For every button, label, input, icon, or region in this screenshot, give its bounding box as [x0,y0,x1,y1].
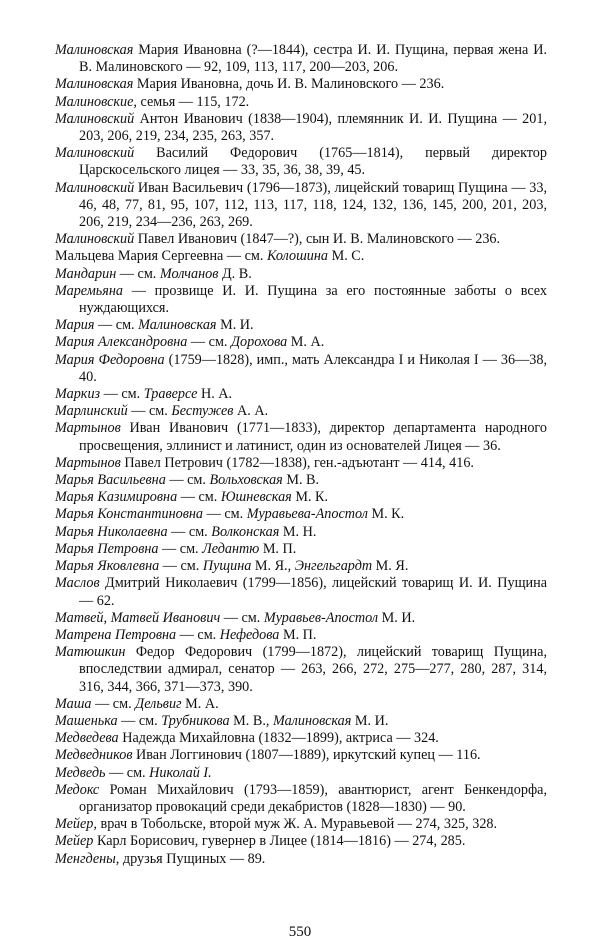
index-entry [55,420,547,454]
cross-reference-name: Волконская [211,523,280,540]
entry-text: — см. [177,489,221,506]
entry-name: Малиновский [55,179,135,196]
entry-text: — см. [91,695,136,712]
index-entry [55,816,547,833]
index-entry [55,94,547,111]
entry-name: Мандарин [55,265,117,282]
index-entry [55,180,547,232]
entry-text: Иван Иванович (1771—1833), директор департамента народного просвещения, эллинист и латинист, один из основателей Лицея — 36. [79,420,547,454]
entry-text: Дмитрий Николаевич (1799—1856), лицейский товарищ И. И. Пущина — 62. [79,575,547,609]
cross-reference-text: Н. А. [197,386,233,403]
entry-name: Маша [55,695,92,712]
page-number: 550 [288,924,312,940]
cross-reference-text: М. В. [282,472,320,489]
index-entry [55,111,547,145]
entry-text: — см. [105,764,150,781]
cross-reference-name: Вольховская [209,472,283,489]
cross-reference-name: Муравьева-Апостол [246,506,368,523]
entry-name: Малиновский [55,110,135,127]
cross-reference-text: М. И. [378,609,416,626]
index-entry [55,627,547,644]
entry-name: Матюшкин [55,644,126,661]
index-entry [55,248,547,265]
entry-text: — см. [116,265,160,282]
cross-reference-text: М. И. [351,712,389,729]
entry-text: врач в Тобольске, второй муж Ж. А. Муравьевой — 274, 325, 328. [96,816,498,833]
entry-text: — см. [127,403,172,420]
index-entry [55,696,547,713]
entry-name: Машенька [55,712,118,729]
cross-reference-name: Молчанов [159,265,219,282]
entry-name: Марья Николаевна [55,523,168,540]
entry-text: (1759—1828), имп., мать Александра I и Николая I — 36—38, 40. [79,351,547,385]
cross-reference-name: Малиновская [272,712,352,729]
index-entry [55,506,547,523]
entry-name: Мартынов [55,454,121,471]
cross-reference-text: А. А. [233,403,269,420]
cross-reference-name: Юшневская [220,489,292,506]
entry-text: семья — 115, 172. [136,93,250,110]
entry-name: Мартынов [55,420,121,437]
entry-name: Маслов [55,575,100,592]
index-entry [55,644,547,696]
entry-text: Надежда Михайловна (1832—1899), актриса — 324. [118,730,439,747]
index-entry [55,231,547,248]
cross-reference-text: М. Я., [251,558,295,575]
entry-name: Медведева [55,730,119,747]
entry-text: — см. [117,712,162,729]
index-entry [55,747,547,764]
index-entry [55,403,547,420]
entry-name: Медведников [55,747,133,764]
index-entry [55,317,547,334]
entry-name: Медведь [55,764,106,781]
entry-name: Малиновские, [55,93,137,110]
entry-name: Марья Константиновна [55,506,204,523]
entry-text: Роман Михайлович (1793—1859), авантюрист, агент Бенкендорфа, организатор провокаций среди декабристов (1828—1830) — 90. [79,781,547,815]
entry-name: Матвей, Матвей Иванович [55,609,221,626]
entry-name: Марья Яковлевна [55,558,160,575]
cross-reference-text: М. К. [291,489,329,506]
entry-name: Маремьяна [55,282,123,299]
cross-reference-text: М. П. [279,626,317,643]
index-entry [55,283,547,317]
entry-name: Матрена Петровна [55,626,177,643]
cross-reference-text: М. П. [259,540,297,557]
entry-text: Павел Иванович (1847—?), сын И. В. Малиновского — 236. [134,231,501,248]
entry-name: Мейер [55,833,94,850]
index-entry [55,851,547,868]
cross-reference-text: М. И. [216,317,254,334]
cross-reference-name: Пущина [202,558,252,575]
index-entry [55,558,547,575]
entry-text: Антон Иванович (1838—1904), племянник И. И. Пущина — 201, 203, 206, 219, 234, 235, 263, 357. [79,110,547,145]
entry-text: — см. [159,558,203,575]
index-entry [55,145,547,179]
index-entry [55,765,547,782]
index-entries [55,42,547,868]
entry-text: — см. [100,386,144,403]
entry-name: Марья Казимировна [55,489,178,506]
entry-text: Мария Ивановна, дочь И. В. Малиновского — 236. [133,76,445,93]
entry-text: Иван Васильевич (1796—1873), лицейский товарищ Пущина — 33, 46, 48, 77, 81, 95, 107, 112, 113, 117, 118, 124, 132, 136, 145, 200, 201, 203, 206, 219, 234—236, 263, 269. [79,179,547,231]
cross-reference-name: Траверсе [143,386,198,403]
entry-name: Мария Федоровна [55,351,165,368]
index-entry [55,713,547,730]
entry-text: — прозвище И. И. Пущина за его постоянные заботы о всех нуждающихся. [79,282,547,317]
cross-reference-text: М. Я. [372,558,409,575]
entry-text: — см. [220,609,264,626]
cross-reference-text: М. К. [367,506,405,523]
cross-reference-name: Нефедова [219,626,280,643]
index-entry [55,489,547,506]
cross-reference-text: М. С. [328,248,365,265]
index-entry [55,833,547,850]
cross-reference-text: М. В., [229,712,273,729]
entry-text: Федор Федорович (1799—1872), лицейский товарищ Пущина, впоследствии адмирал, сенатор — 263, 266, 272, 275—277, 280, 287, 314, 316, 344, 366, 371—373, 390. [79,644,547,695]
entry-text: — см. [187,334,232,351]
index-entry [55,730,547,747]
index-entry [55,455,547,472]
index-entry [55,266,547,283]
entry-text: Карл Борисович, гувернер в Лицее (1814—1816) — 274, 285. [93,833,466,850]
entry-text: Иван Логгинович (1807—1889), иркутский купец — 116. [132,747,481,764]
cross-reference-text: М. А. [181,695,219,712]
cross-reference-text: М. А. [287,334,325,351]
cross-reference-text: Д. В. [218,265,252,282]
entry-name: Мария Александровна [55,334,188,351]
entry-name: Малиновская [55,42,134,58]
entry-name: Малиновский [55,145,135,162]
entry-name: Марья Васильевна [55,472,166,489]
entry-name: Малиновский [55,231,135,248]
entry-name: Марья Петровна [55,540,159,557]
entry-text: — см. [167,523,212,540]
cross-reference-name: Бестужев [171,403,234,420]
cross-reference-name: Муравьев-Апостол [263,609,379,626]
cross-reference-name: Николай I. [149,764,212,781]
index-entry [55,472,547,489]
entry-name: Малиновская [55,76,134,93]
entry-name: Медокс [55,781,100,798]
entry-text: — см. [158,540,203,557]
entry-text: — см. [176,626,220,643]
entry-name: Мария [55,317,95,334]
cross-reference-name: Трубникова [161,712,230,729]
cross-reference-name: Дельвиг [135,695,182,712]
index-entry [55,76,547,93]
entry-name: Маркиз [55,386,101,403]
entry-text: — см. [94,317,139,334]
entry-text: — см. [203,506,247,523]
index-entry [55,782,547,816]
entry-text: Василий Федорович (1765—1814), первый директор Царскосельского лицея — 33, 35, 36, 38, 39, 45. [79,145,547,179]
index-entry [55,541,547,558]
cross-reference-name: Дорохова [231,334,288,351]
index-entry [55,42,547,76]
index-entry [55,575,547,609]
index-entry [55,352,547,386]
cross-reference-name: Колошина [267,248,329,265]
index-entry [55,334,547,351]
index-entry [55,524,547,541]
entry-text: Павел Петрович (1782—1838), ген.-адъютант — 414, 416. [120,454,474,471]
cross-reference-name: Энгельгардт [294,558,373,575]
index-entry [55,610,547,627]
entry-name: Менгдены, [55,850,120,867]
entry-text: Мария Ивановна (?—1844), сестра И. И. Пущина, первая жена И. В. Малиновского — 92, 109, 113, 117, 200—203, 206. [79,42,547,76]
entry-text: Мария Сергеевна — см. [114,248,268,265]
cross-reference-name: Ледантю [202,540,260,557]
cross-reference-name: Малиновская [138,317,217,334]
entry-name: Мейер, [55,816,97,833]
cross-reference-text: М. Н. [279,523,317,540]
entry-name: Марлинский [55,403,128,420]
index-entry [55,386,547,403]
entry-text: — см. [165,472,210,489]
entry-name: Мальцева [55,248,115,265]
entry-text: друзья Пущиных — 89. [119,850,266,867]
